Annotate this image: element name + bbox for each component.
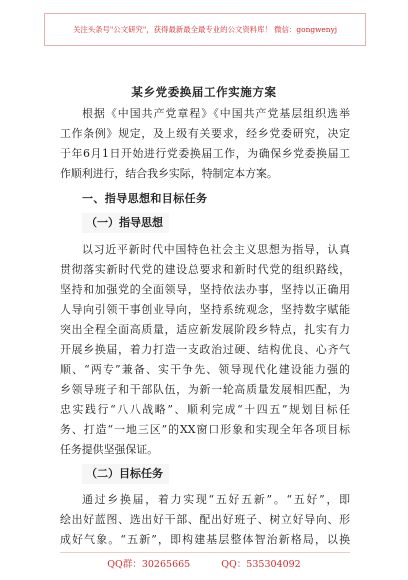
target-line: 成好气象。“五新”，即构建基层整体智治新格局，以换 xyxy=(60,533,350,546)
target-line: 绘出好蓝图、选出好干部、配出好班子、树立好导向、形 xyxy=(60,513,350,526)
guiding-line: 乡领导班子和干部队伍，为新一轮高质量发展相匹配，为 xyxy=(60,383,350,396)
guiding-line: 以习近平新时代中国特色社会主义思想为指导，认真 xyxy=(82,243,350,256)
footer-qq: QQ：535304092 xyxy=(221,559,301,570)
banner-text: 关注头条号"公文研究"，获得最新最全最专业的公文资料库！ 微信：gongwenyj xyxy=(72,25,338,34)
guiding-line: 突出全程全面高质量，适应新发展阶段乡特点，扎实有力 xyxy=(60,323,350,336)
header-banner xyxy=(44,13,366,46)
footer-divider xyxy=(60,552,350,553)
guiding-line: 任务提供坚强保证。 xyxy=(60,443,159,456)
target-line: 通过乡换届，着力实现“五好五新”。“五好”，即 xyxy=(82,493,350,506)
subsection-heading: （二）目标任务 xyxy=(82,464,169,484)
guiding-line: 顺、“两专”兼备、实干争先、领导现代化建设能力强的 xyxy=(60,363,350,376)
guiding-line: 贯彻落实新时代党的建设总要求和新时代党的组织路线， xyxy=(60,263,350,276)
intro-line: 作顺利进行，结合我乡实际，特制定本方案。 xyxy=(60,167,278,180)
intro-line: 于年6月1日开始进行党委换届工作，为确保乡党委换届工 xyxy=(60,147,350,160)
footer-qq-group: QQ群：30265665 xyxy=(107,559,191,570)
section-heading: 一、指导思想和目标任务 xyxy=(82,192,208,205)
intro-line: 根据《中国共产党章程》《中国共产党基层组织选举 xyxy=(82,107,350,120)
subsection-heading: （一）指导思想 xyxy=(82,213,169,233)
guiding-line: 人导向引领干事创业导向，坚持系统观念，坚持数字赋能 xyxy=(60,303,350,316)
footer-contacts xyxy=(0,556,408,570)
guiding-line: 开展乡换届，着力打造一支政治过硬、结构优良、心齐气 xyxy=(60,343,350,356)
document-title: 某乡党委换届工作实施方案 xyxy=(131,85,277,99)
guiding-line: 坚持和加强党的全面领导，坚持依法办事，坚持以正确用 xyxy=(60,283,350,296)
guiding-line: 务、打造“一地三区”的XX窗口形象和实现全年各项目标 xyxy=(60,423,350,436)
guiding-line: 忠实践行“八八战略”、顺利完成“十四五”规划目标任 xyxy=(60,403,350,416)
intro-line: 工作条例》规定，及上级有关要求，经乡党委研究，决定 xyxy=(60,127,350,140)
